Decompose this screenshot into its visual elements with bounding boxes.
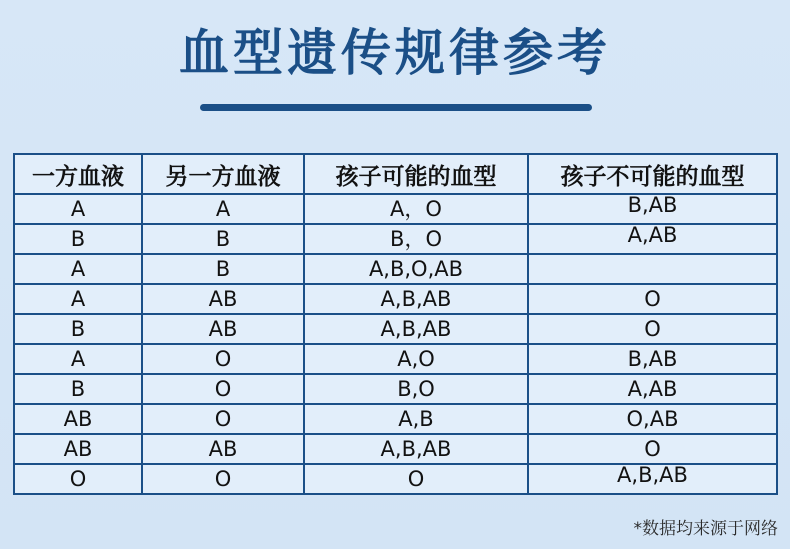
cell-parent-two: O [142,344,304,374]
table-row [14,344,777,374]
cell-impossible: O [528,434,777,464]
cell-possible: O [304,464,528,494]
cell-impossible [528,194,777,224]
table-row [14,404,777,434]
cell-impossible [528,224,777,254]
cell-parent-one: A [14,254,142,284]
cell-impossible: O,AB [528,404,777,434]
cell-parent-one: A [14,194,142,224]
table-row [14,314,777,344]
cell-parent-two: AB [142,314,304,344]
cell-possible: B,O [304,374,528,404]
cell-possible: A，O [304,194,528,224]
table-row [14,224,777,254]
table-row [14,374,777,404]
cell-parent-one: AB [14,434,142,464]
page-title: 血型遗传规律参考 [179,24,611,82]
cell-impossible: B,AB [528,344,777,374]
cell-parent-one: B [14,314,142,344]
cell-parent-two: AB [142,284,304,314]
cell-parent-one: AB [14,404,142,434]
header-possible-types: 孩子可能的血型 [304,154,528,194]
cell-possible: A,B [304,404,528,434]
cell-parent-two: B [142,254,304,284]
cell-impossible-text: A,B,AB [617,464,688,487]
cell-possible: A,O [304,344,528,374]
cell-parent-one: O [14,464,142,494]
table-row [14,194,777,224]
cell-parent-one: B [14,374,142,404]
cell-impossible: O [528,284,777,314]
cell-parent-two: AB [142,434,304,464]
cell-impossible-text: A,AB [627,224,678,247]
header-impossible-types: 孩子不可能的血型 [528,154,777,194]
cell-parent-one: B [14,224,142,254]
cell-parent-one: A [14,284,142,314]
cell-possible: A,B,AB [304,434,528,464]
header-parent-two: 另一方血液 [142,154,304,194]
cell-parent-two: B [142,224,304,254]
table-row [14,284,777,314]
table-row [14,464,777,494]
cell-possible: A,B,O,AB [304,254,528,284]
cell-impossible [528,254,777,284]
table-row [14,434,777,464]
cell-possible: A,B,AB [304,314,528,344]
blood-type-table [13,153,778,495]
cell-parent-one: A [14,344,142,374]
cell-possible: B，O [304,224,528,254]
cell-impossible [528,464,777,494]
cell-parent-two: O [142,374,304,404]
cell-impossible: A,AB [528,374,777,404]
table-header-row [14,154,777,194]
cell-impossible-text: B,AB [627,194,678,217]
cell-parent-two: A [142,194,304,224]
title-underline [200,104,592,111]
cell-parent-two: O [142,404,304,434]
cell-possible: A,B,AB [304,284,528,314]
header-parent-one: 一方血液 [14,154,142,194]
source-footnote: *数据均来源于网络 [633,519,778,539]
cell-parent-two: O [142,464,304,494]
table-row [14,254,777,284]
cell-impossible: O [528,314,777,344]
